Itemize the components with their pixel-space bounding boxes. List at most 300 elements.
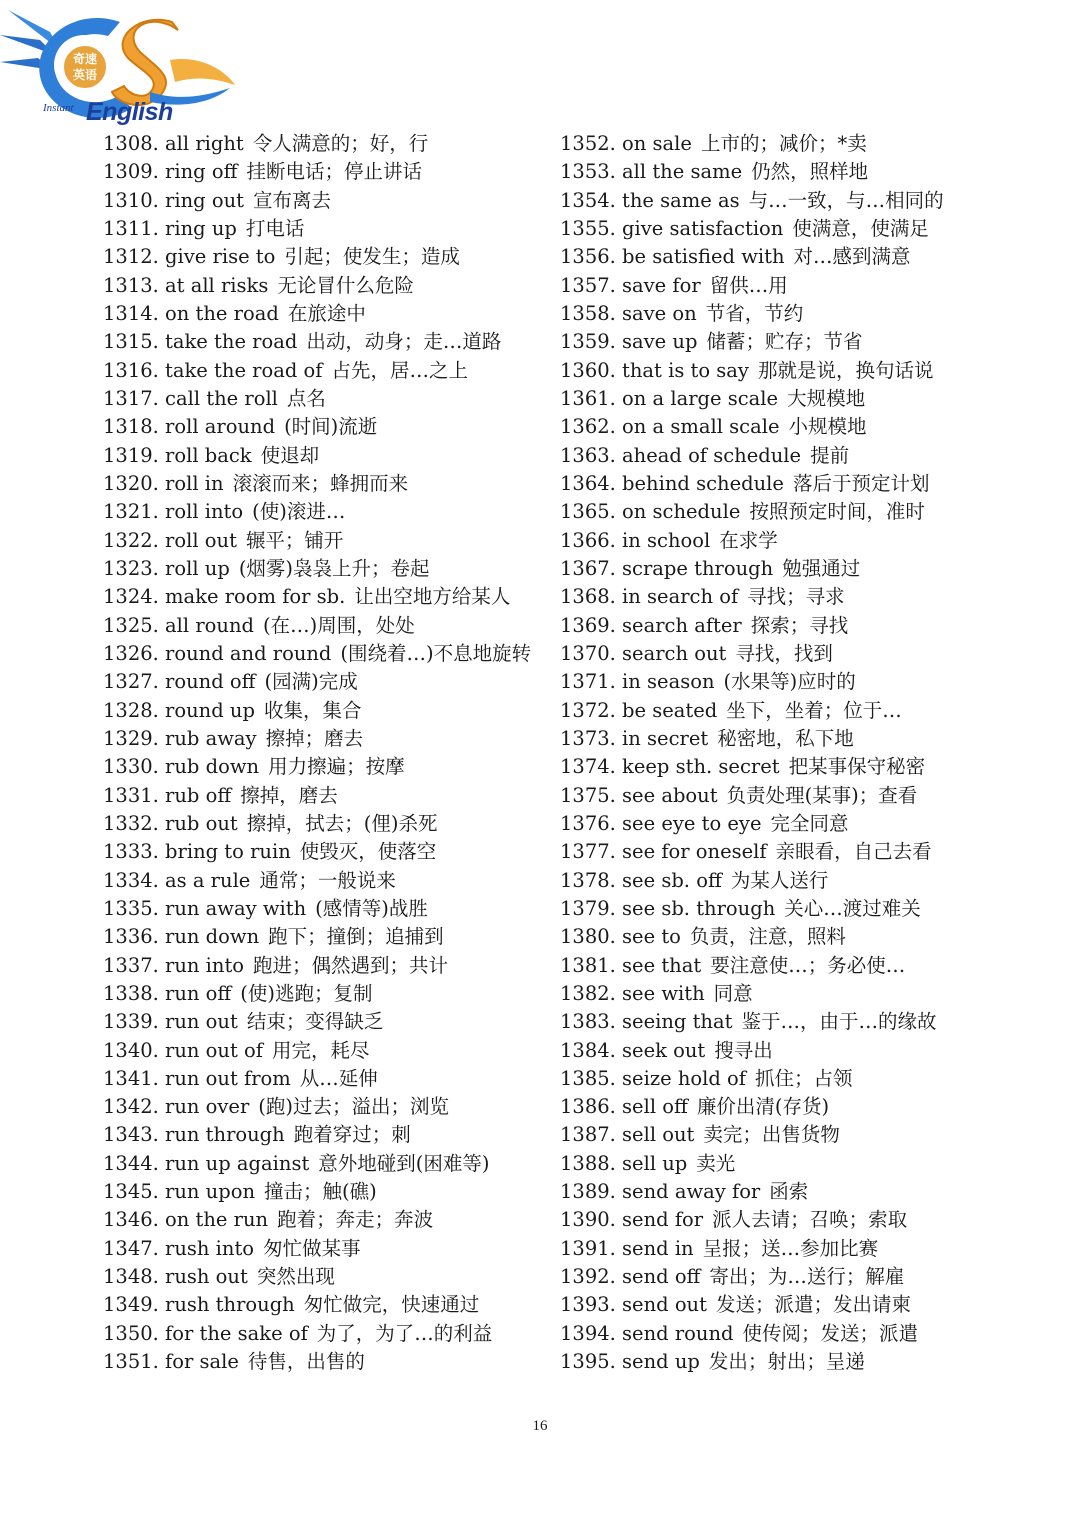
entry-meaning: 发送；派遣；发出请柬 [715, 1293, 911, 1317]
entry-number: 1395. [560, 1350, 616, 1374]
phrase-entry [103, 838, 543, 866]
phrase-entry [560, 328, 980, 356]
entry-meaning: 同意 [713, 981, 753, 1005]
entry-phrase: behind schedule [622, 471, 784, 495]
entry-meaning: 在旅途中 [287, 301, 366, 325]
entry-phrase: send away for [622, 1180, 761, 1204]
entry-number: 1320. [103, 471, 159, 495]
entry-number: 1385. [560, 1066, 616, 1090]
entry-number: 1312. [103, 245, 159, 269]
phrase-entry [560, 1065, 980, 1093]
entry-number: 1382. [560, 981, 616, 1005]
entry-phrase: all the same [622, 160, 743, 184]
entry-meaning: 大规模地 [787, 386, 866, 410]
entry-number: 1347. [103, 1236, 159, 1260]
phrase-entry [560, 725, 980, 753]
phrase-entry [560, 187, 980, 215]
phrase-entry [560, 1320, 980, 1348]
entry-number: 1341. [103, 1066, 159, 1090]
entry-phrase: in secret [622, 726, 709, 750]
entry-phrase: make room for sb. [165, 585, 346, 609]
entry-number: 1334. [103, 868, 159, 892]
entry-phrase: see with [622, 981, 705, 1005]
phrase-entry [103, 583, 543, 611]
entry-number: 1381. [560, 953, 616, 977]
entry-phrase: run out of [165, 1038, 263, 1062]
entry-meaning: 小规模地 [788, 415, 867, 439]
phrase-entry [560, 442, 980, 470]
entry-phrase: send out [622, 1293, 707, 1317]
entry-phrase: roll up [165, 556, 230, 580]
entry-meaning: 抓住；占领 [755, 1066, 853, 1090]
entry-meaning: 撞击；触(礁) [264, 1180, 377, 1204]
entry-meaning: 与…一致，与…相同的 [748, 188, 944, 212]
entry-number: 1380. [560, 925, 616, 949]
entry-phrase: give satisfaction [622, 216, 784, 240]
entry-phrase: on schedule [622, 500, 741, 524]
entry-meaning: (园满)完成 [264, 670, 358, 694]
entry-phrase: save on [622, 301, 697, 325]
entry-meaning: 要注意使…；务必使… [710, 953, 906, 977]
entry-number: 1332. [103, 811, 159, 835]
entry-phrase: save up [622, 330, 698, 354]
entry-number: 1352. [560, 132, 616, 155]
entry-meaning: 滚滚而来；蜂拥而来 [232, 471, 409, 495]
entry-meaning: 使传阅；发送；派遣 [742, 1321, 918, 1345]
entry-phrase: see eye to eye [622, 811, 762, 835]
phrase-entry [560, 640, 980, 668]
phrase-entry [103, 1178, 543, 1206]
entry-meaning: (烟雾)袅袅上升；卷起 [238, 556, 430, 580]
entry-phrase: that is to say [622, 358, 749, 382]
entry-phrase: seeing that [622, 1010, 733, 1034]
phrase-entry [560, 470, 980, 498]
entry-phrase: all right [165, 132, 244, 155]
entry-number: 1333. [103, 840, 159, 864]
entry-number: 1316. [103, 358, 159, 382]
entry-phrase: bring to ruin [165, 840, 291, 864]
entry-meaning: 打电话 [245, 216, 305, 240]
entry-number: 1324. [103, 585, 159, 609]
entry-meaning: 通常；一般说来 [259, 868, 396, 892]
phrase-entry [103, 1037, 543, 1065]
entry-meaning: 为某人送行 [730, 868, 829, 892]
phrase-entry [560, 1008, 980, 1036]
phrase-entry [560, 923, 980, 951]
entry-meaning: (跑)过去；溢出；浏览 [258, 1095, 450, 1119]
entry-meaning: 使满意，使满足 [792, 216, 929, 240]
entry-number: 1346. [103, 1208, 159, 1232]
entry-number: 1337. [103, 953, 159, 977]
phrase-entry [103, 1121, 543, 1149]
phrase-entry [560, 1348, 980, 1376]
phrase-entry [560, 1263, 980, 1291]
phrase-entry [103, 187, 543, 215]
phrase-entry [103, 243, 543, 271]
phrase-entry [560, 753, 980, 781]
phrase-entry [560, 895, 980, 923]
phrase-entry [560, 527, 980, 555]
entry-meaning: 突然出现 [256, 1265, 335, 1289]
phrase-entry [560, 668, 980, 696]
entry-number: 1315. [103, 330, 159, 354]
entry-phrase: on the run [165, 1208, 269, 1232]
entry-number: 1393. [560, 1293, 616, 1317]
entry-phrase: send in [622, 1236, 694, 1260]
entry-meaning: 无论冒什么危险 [277, 273, 414, 297]
entry-number: 1351. [103, 1350, 159, 1374]
entry-number: 1364. [560, 471, 616, 495]
phrase-entry [103, 527, 543, 555]
entry-phrase: rub away [165, 726, 257, 750]
entry-meaning: 探索；寻找 [750, 613, 849, 637]
entry-meaning: 擦掉；磨去 [265, 726, 364, 750]
phrase-entry [560, 130, 980, 158]
phrase-entry [103, 725, 543, 753]
entry-phrase: run off [165, 981, 232, 1005]
entry-meaning: 按照预定时间，准时 [749, 500, 925, 524]
entry-phrase: give rise to [165, 245, 276, 269]
phrase-entry [103, 442, 543, 470]
entry-meaning: 意外地碰到(困难等) [318, 1151, 490, 1175]
entry-meaning: 使退却 [260, 443, 320, 467]
entry-phrase: as a rule [165, 868, 251, 892]
phrase-entry [103, 357, 543, 385]
entry-phrase: see about [622, 783, 718, 807]
entry-number: 1338. [103, 981, 159, 1005]
entry-phrase: ring up [165, 216, 237, 240]
phrase-entry [560, 1206, 980, 1234]
entry-phrase: at all risks [165, 273, 269, 297]
phrase-entry [560, 300, 980, 328]
entry-phrase: for the sake of [165, 1321, 308, 1345]
entry-number: 1308. [103, 132, 159, 155]
phrase-entry [103, 1065, 543, 1093]
phrase-entry [560, 1291, 980, 1319]
entry-phrase: round off [165, 670, 256, 694]
entry-number: 1375. [560, 783, 616, 807]
phrase-entry [103, 300, 543, 328]
entry-meaning: 勉强通过 [782, 556, 861, 580]
phrase-entry [103, 1235, 543, 1263]
entry-phrase: run through [165, 1123, 285, 1147]
entry-number: 1358. [560, 301, 616, 325]
entry-phrase: roll in [165, 471, 224, 495]
phrase-entry [103, 158, 543, 186]
entry-meaning: 为了，为了…的利益 [316, 1321, 493, 1345]
logo-badge-line-1: 奇速 [72, 52, 97, 66]
phrase-entry [560, 838, 980, 866]
entry-number: 1357. [560, 273, 616, 297]
entry-phrase: roll around [165, 415, 276, 439]
entry-number: 1343. [103, 1123, 159, 1147]
entry-meaning: 负责处理(某事)；查看 [726, 783, 918, 807]
phrase-entry [103, 753, 543, 781]
entry-number: 1349. [103, 1293, 159, 1317]
entry-number: 1322. [103, 528, 159, 552]
phrase-entry [560, 215, 980, 243]
entry-phrase: see for oneself [622, 840, 767, 864]
entry-phrase: on a small scale [622, 415, 780, 439]
entry-meaning: 引起；使发生；造成 [284, 245, 460, 269]
entry-meaning: 使毁灭，使落空 [299, 840, 437, 864]
entry-number: 1386. [560, 1095, 616, 1119]
entry-number: 1377. [560, 840, 616, 864]
entry-phrase: rush out [165, 1265, 248, 1289]
entry-phrase: keep sth. secret [622, 755, 780, 779]
entry-meaning: 落后于预定计划 [792, 471, 930, 495]
entry-number: 1318. [103, 415, 159, 439]
entry-number: 1390. [560, 1208, 616, 1232]
phrase-entry [560, 612, 980, 640]
entry-number: 1359. [560, 330, 616, 354]
entry-meaning: (感情等)战胜 [315, 896, 428, 920]
entry-meaning: 令人满意的；好，行 [252, 132, 429, 155]
entry-number: 1317. [103, 386, 159, 410]
entry-phrase: sell off [622, 1095, 688, 1119]
entry-number: 1360. [560, 358, 616, 382]
entry-meaning: 节省，节约 [705, 301, 804, 325]
entry-phrase: send up [622, 1350, 700, 1374]
entry-number: 1336. [103, 925, 159, 949]
phrase-entry [560, 555, 980, 583]
entry-meaning: 完全同意 [770, 811, 849, 835]
phrase-entry [103, 470, 543, 498]
entry-number: 1376. [560, 811, 616, 835]
entry-meaning: 秘密地，私下地 [717, 726, 854, 750]
entry-meaning: 鉴于…，由于…的缘故 [741, 1010, 937, 1034]
right-phrase-column [560, 130, 980, 1376]
entry-phrase: send off [622, 1265, 701, 1289]
entry-meaning: 让出空地方给某人 [354, 585, 511, 609]
entry-phrase: rub off [165, 783, 232, 807]
entry-meaning: 上市的；减价；*卖 [700, 132, 867, 155]
entry-number: 1394. [560, 1321, 616, 1345]
phrase-entry [103, 640, 543, 668]
entry-phrase: call the roll [165, 386, 278, 410]
entry-meaning: (使)逃跑；复制 [240, 981, 373, 1005]
page-number: 16 [532, 1418, 548, 1434]
entry-number: 1372. [560, 698, 616, 722]
entry-meaning: 寻找，找到 [735, 641, 833, 665]
entry-meaning: 把某事保守秘密 [788, 755, 926, 779]
entry-phrase: in school [622, 528, 711, 552]
entry-number: 1353. [560, 160, 616, 184]
left-phrase-column [103, 130, 543, 1376]
entry-phrase: search out [622, 641, 727, 665]
entry-number: 1325. [103, 613, 159, 637]
entry-phrase: take the road of [165, 358, 323, 382]
entry-phrase: ahead of schedule [622, 443, 802, 467]
entry-phrase: run out from [165, 1066, 291, 1090]
entry-number: 1374. [560, 755, 616, 779]
entry-number: 1368. [560, 585, 616, 609]
entry-number: 1356. [560, 245, 616, 269]
entry-number: 1331. [103, 783, 159, 807]
phrase-entry [103, 1206, 543, 1234]
entry-number: 1335. [103, 896, 159, 920]
entry-phrase: be seated [622, 698, 718, 722]
entry-phrase: see that [622, 953, 702, 977]
entry-phrase: roll into [165, 500, 244, 524]
entry-phrase: rub out [165, 811, 238, 835]
phrase-entry [560, 1037, 980, 1065]
entry-number: 1344. [103, 1151, 159, 1175]
entry-number: 1345. [103, 1180, 159, 1204]
phrase-entry [103, 1320, 543, 1348]
entry-meaning: 那就是说，换句话说 [757, 358, 934, 382]
entry-meaning: 卖光 [696, 1151, 736, 1175]
phrase-entry [103, 215, 543, 243]
phrase-entry [560, 583, 980, 611]
phrase-entry [560, 697, 980, 725]
entry-phrase: ring off [165, 160, 238, 184]
entry-phrase: send for [622, 1208, 704, 1232]
phrase-entry [103, 612, 543, 640]
entry-meaning: 提前 [810, 443, 850, 467]
entry-number: 1354. [560, 188, 616, 212]
entry-number: 1321. [103, 500, 159, 524]
phrase-entry [103, 413, 543, 441]
entry-meaning: 出动，动身；走…道路 [306, 330, 502, 354]
entry-number: 1323. [103, 556, 159, 580]
logo-subtext: Instant [43, 102, 74, 114]
entry-meaning: 从…延伸 [299, 1066, 378, 1090]
phrase-entry [560, 1235, 980, 1263]
entry-phrase: all round [165, 613, 254, 637]
phrase-entry [103, 782, 543, 810]
entry-meaning: 发出；射出；呈递 [708, 1350, 865, 1374]
phrase-entry [560, 952, 980, 980]
entry-number: 1329. [103, 726, 159, 750]
phrase-entry [103, 1093, 543, 1121]
phrase-entry [560, 980, 980, 1008]
entry-number: 1371. [560, 670, 616, 694]
entry-meaning: 亲眼看，自己去看 [775, 840, 932, 864]
entry-phrase: round and round [165, 641, 332, 665]
phrase-entry [560, 867, 980, 895]
logo-badge-line-2: 英语 [72, 68, 97, 82]
phrase-entry [103, 1263, 543, 1291]
entry-meaning: 函索 [769, 1180, 809, 1204]
entry-meaning: (在…)周围，处处 [263, 613, 415, 637]
phrase-entry [560, 1121, 980, 1149]
phrase-entry [560, 1150, 980, 1178]
entry-number: 1319. [103, 443, 159, 467]
phrase-entry [560, 498, 980, 526]
entry-number: 1387. [560, 1123, 616, 1147]
entry-meaning: 在求学 [719, 528, 778, 552]
phrase-entry [103, 272, 543, 300]
entry-number: 1340. [103, 1038, 159, 1062]
entry-phrase: take the road [165, 330, 298, 354]
entry-meaning: 匆忙做完，快速通过 [303, 1293, 480, 1317]
entry-phrase: on a large scale [622, 386, 779, 410]
entry-phrase: in search of [622, 585, 739, 609]
entry-phrase: search after [622, 613, 742, 637]
entry-phrase: rush through [165, 1293, 295, 1317]
entry-meaning: 寄出；为…送行；解雇 [709, 1265, 905, 1289]
entry-meaning: 挂断电话；停止讲话 [246, 160, 422, 184]
entry-phrase: sell up [622, 1151, 688, 1175]
entry-number: 1313. [103, 273, 159, 297]
phrase-entry [560, 243, 980, 271]
entry-meaning: 用完，耗尽 [271, 1038, 370, 1062]
phrase-entry [103, 895, 543, 923]
entry-meaning: 寻找；寻求 [747, 585, 845, 609]
entry-meaning: 跑进；偶然遇到；共计 [253, 953, 449, 977]
entry-phrase: see to [622, 925, 681, 949]
entry-meaning: 对…感到满意 [793, 245, 911, 269]
entry-phrase: be satisfied with [622, 245, 785, 269]
entry-meaning: (水果等)应时的 [723, 670, 856, 694]
entry-number: 1310. [103, 188, 159, 212]
entry-number: 1363. [560, 443, 616, 467]
phrase-entry [103, 1008, 543, 1036]
entry-phrase: run upon [165, 1180, 256, 1204]
entry-meaning: (围绕着…)不息地旋转 [340, 641, 532, 665]
entry-phrase: run out [165, 1010, 238, 1034]
logo-badge [62, 44, 108, 90]
entry-meaning: 跑下；撞倒；追捕到 [268, 925, 444, 949]
entry-number: 1370. [560, 641, 616, 665]
phrase-entry [103, 328, 543, 356]
entry-meaning: 宣布离去 [252, 188, 331, 212]
entry-meaning: 点名 [286, 386, 326, 410]
entry-phrase: run over [165, 1095, 250, 1119]
entry-meaning: 跑着；奔走；奔波 [277, 1208, 434, 1232]
entry-meaning: 占先，居…之上 [331, 358, 469, 382]
phrase-entry [103, 867, 543, 895]
entry-phrase: run into [165, 953, 245, 977]
entry-number: 1309. [103, 160, 159, 184]
entry-phrase: save for [622, 273, 701, 297]
entry-number: 1391. [560, 1236, 616, 1260]
entry-phrase: sell out [622, 1123, 695, 1147]
phrase-entry [560, 782, 980, 810]
entry-number: 1388. [560, 1151, 616, 1175]
entry-number: 1339. [103, 1010, 159, 1034]
entry-number: 1311. [103, 216, 159, 240]
entry-meaning: 廉价出清(存货) [696, 1095, 830, 1119]
entry-number: 1383. [560, 1010, 616, 1034]
entry-number: 1389. [560, 1180, 616, 1204]
phrase-entry [103, 923, 543, 951]
phrase-entry [560, 413, 980, 441]
phrase-entry [560, 810, 980, 838]
entry-phrase: send round [622, 1321, 734, 1345]
entry-meaning: 负责，注意，照料 [689, 925, 846, 949]
entry-meaning: 卖完；出售货物 [703, 1123, 840, 1147]
entry-meaning: (时间)流逝 [284, 415, 378, 439]
phrase-entry [560, 272, 980, 300]
entry-meaning: 待售，出售的 [247, 1350, 365, 1374]
entry-meaning: 储蓄；贮存；节省 [706, 330, 863, 354]
entry-number: 1361. [560, 386, 616, 410]
entry-phrase: see sb. off [622, 868, 722, 892]
phrase-entry [103, 130, 543, 158]
phrase-entry [103, 668, 543, 696]
entry-phrase: roll out [165, 528, 237, 552]
entry-phrase: for sale [165, 1350, 239, 1374]
entry-meaning: 匆忙做某事 [263, 1236, 361, 1260]
entry-meaning: 搜寻出 [714, 1038, 773, 1062]
entry-meaning: 坐下，坐着；位于… [726, 698, 902, 722]
entry-number: 1314. [103, 301, 159, 325]
entry-meaning: 擦掉，磨去 [240, 783, 338, 807]
entry-phrase: on sale [622, 132, 692, 155]
phrase-entry [560, 158, 980, 186]
